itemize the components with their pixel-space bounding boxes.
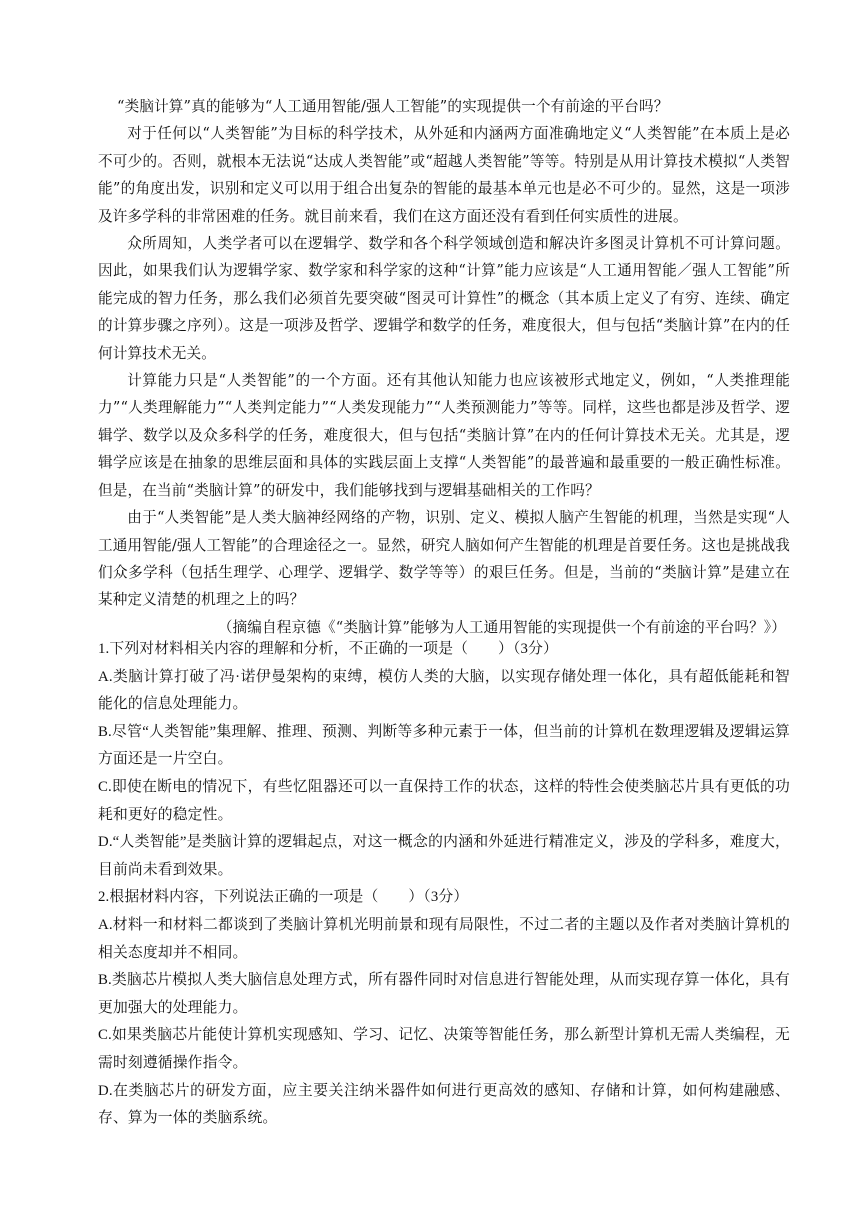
passage-source: （摘编自程京德《“类脑计算”能够为人工通用智能的实现提供一个有前途的平台吗？》） — [217, 618, 786, 636]
passage-paragraph-5: 由于“人类智能”是人类大脑神经网络的产物，识别、定义、模拟人脑产生智能的机理，当然是实现“人工通用智能/强人工智能”的合理途径之一。显然，研究人脑如何产生智能的机理是首要任务。这也是挑战我们众多学科（包括生理学、心理学、逻辑学、数学等等）的艰巨任务。但是，当前的“类脑计算”是建立在某种定义清楚的机理之上的吗？ — [98, 509, 790, 609]
passage-paragraph-1: “类脑计算”真的能够为“人工通用智能/强人工智能”的实现提供一个有前途的平台吗？ — [116, 98, 669, 115]
reading-passage — [98, 93, 790, 641]
passage-paragraph-4: 计算能力只是“人类智能”的一个方面。还有其他认知能力也应该被形式地定义，例如，“人类推理能力”“人类理解能力”“人类判定能力”“人类发现能力”“人类预测能力”等等。同样，这些也都是涉及哲学、逻辑学、数学以及众多科学的任务，难度很大，但与包括“类脑计算”在内的任何计算技术无关。尤其是，逻辑学应该是在抽象的思维层面和具体的实践层面上支撑“人类智能”的最普遍和最重要的一般正确性标准。但是，在当前“类脑计算”的研发中，我们能够找到与逻辑基础相关的工作吗？ — [98, 372, 790, 499]
question-1-option-c: C.即使在断电的情况下，有些忆阻器还可以一直保持工作的状态，这样的特性会使类脑芯片具有更低的功耗和更好的稳定性。 — [98, 778, 790, 823]
question-1-option-d: D.“人类智能”是类脑计算的逻辑起点，对这一概念的内涵和外延进行精准定义，涉及的学科多，难度大，目前尚未看到效果。 — [98, 834, 790, 878]
question-2-option-c: C.如果类脑芯片能使计算机实现感知、学习、记忆、决策等智能任务，那么新型计算机无需人类编程，无需时刻遵循操作指令。 — [98, 1027, 790, 1071]
question-section — [98, 636, 790, 1133]
question-2-stem: 2.根据材料内容，下列说法正确的一项是（ ）（3分） — [98, 889, 469, 906]
question-2-option-b: B.类脑芯片模拟人类大脑信息处理方式，所有器件同时对信息进行智能处理，从而实现存算一体化，具有更加强大的处理能力。 — [98, 972, 790, 1016]
passage-paragraph-3: 众所周知，人类学者可以在逻辑学、数学和各个科学领域创造和解决许多图灵计算机不可计算问题。因此，如果我们认为逻辑学家、数学家和科学家的这种“计算”能力应该是“人工通用智能／强人工智能”所能完成的智力任务，那么我们必须首先要突破“图灵可计算性”的概念（其本质上定义了有穷、连续、确定的计算步骤之序列）。这是一项涉及哲学、逻辑学和数学的任务，难度很大，但与包括“类脑计算”在内的任何计算技术无关。 — [98, 235, 790, 362]
question-1-option-b: B.尽管“人类智能”集理解、推理、预测、判断等多种元素于一体，但当前的计算机在数理逻辑及逻辑运算方面还是一片空白。 — [98, 723, 790, 768]
question-1-option-a: A.类脑计算打破了冯·诺伊曼架构的束缚，模仿人类的大脑，以实现存储处理一体化，具有超低能耗和智能化的信息处理能力。 — [98, 668, 790, 713]
question-1-stem: 1.下列对材料相关内容的理解和分析，不正确的一项是（ ）（3分） — [98, 641, 558, 657]
question-2-option-d: D.在类脑芯片的研发方面，应主要关注纳米器件如何进行更高效的感知、存储和计算，如何构建融感、存、算为一体的类脑系统。 — [98, 1082, 790, 1127]
question-2-option-a: A.材料一和材料二都谈到了类脑计算机光明前景和现有局限性，不过二者的主题以及作者对类脑计算机的相关态度却并不相同。 — [98, 916, 790, 961]
passage-paragraph-2: 对于任何以“人类智能”为目标的科学技术，从外延和内涵两方面准确地定义“人类智能”在本质上是必不可少的。否则，就根本无法说“达成人类智能”或“超越人类智能”等等。特别是从用计算技术模拟“人类智能”的角度出发，识别和定义可以用于组合出复杂的智能的最基本单元也是必不可少的。显然，这是一项涉及许多学科的非常困难的任务。就目前来看，我们在这方面还没有看到任何实质性的进展。 — [98, 125, 790, 225]
